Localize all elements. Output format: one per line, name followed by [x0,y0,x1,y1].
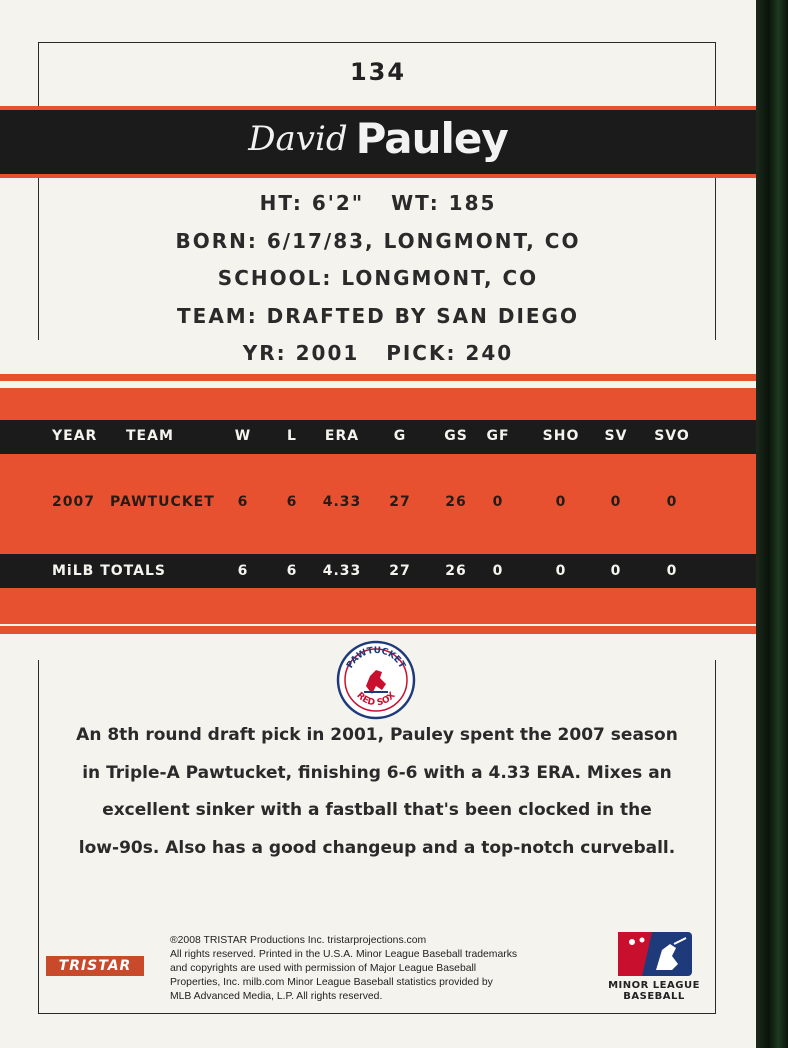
logo-bottom-text: RED SOX [354,690,398,709]
stripe-bottom [0,626,756,634]
blurb-line: in Triple-A Pawtucket, finishing 6-6 with a 4.33 ERA. Mixes an [82,762,672,783]
table-cell: 2007 [52,494,95,510]
table-cell: 4.33 [322,494,362,510]
col-sho: SHO [542,428,580,444]
table-cell: 0 [666,494,678,510]
scan-edge [756,0,788,1048]
last-name: Pauley [355,114,508,163]
col-team: TEAM [126,428,174,444]
table-cell: 6 [286,494,298,510]
bio-height-weight: HT: 6'2" WT: 185 [259,191,497,215]
col-gs: GS [444,428,468,444]
col-era: ERA [324,428,360,444]
table-cell: 0 [610,494,622,510]
col-g: G [393,428,407,444]
table-cell: 6 [237,494,249,510]
milb-line: BASEBALL [623,991,685,1002]
totals-cell: 4.33 [322,563,362,579]
totals-cell: 0 [492,563,504,579]
col-gf: GF [486,428,510,444]
stats-header-bar [0,420,756,454]
blurb-line: An 8th round draft pick in 2001, Pauley spent the 2007 season [76,725,678,745]
tristar-logo: TRISTAR [46,956,144,976]
blurb-line: low-90s. Also has a good changeup and a top-notch curveball. [78,837,676,858]
bio-block [0,188,756,376]
col-w: W [234,428,252,444]
col-year: YEAR [52,428,98,444]
totals-cell: 6 [237,563,249,579]
first-name: David [248,118,348,159]
col-l: L [287,428,297,444]
pawtucket-red-sox-logo-icon [336,640,416,720]
milb-line: MINOR LEAGUE [608,980,700,991]
legal-line: Properties, Inc. milb.com Minor League Baseball statistics provided by [170,977,493,988]
table-cell: 0 [492,494,504,510]
card-number: 134 [349,58,407,86]
legal-line: and copyrights are used with permission of Major League Baseball [170,963,477,974]
totals-cell: 26 [445,563,467,579]
totals-cell: 6 [286,563,298,579]
player-name [0,114,756,163]
bio-born: BORN: 6/17/83, LONGMONT, CO [175,228,581,253]
legal-line: All rights reserved. Printed in the U.S.A. Minor League Baseball trademarks [170,949,518,960]
player-blurb [40,718,714,868]
milb-wordmark [604,980,704,1002]
bio-team: TEAM: DRAFTED BY SAN DIEGO [177,303,579,328]
col-sv: SV [604,428,628,444]
logo-top-text: PAWTUCKET [345,645,407,671]
totals-cell: 0 [610,563,622,579]
bio-draft: YR: 2001 PICK: 240 [242,341,514,365]
legal-line: ®2008 TRISTAR Productions Inc. tristarprojections.com [170,935,427,946]
bio-school: SCHOOL: LONGMONT, CO [217,266,539,290]
totals-cell: 27 [389,563,411,579]
totals-cell: 0 [555,563,567,579]
blurb-line: excellent sinker with a fastball that's been clocked in the [102,800,652,820]
table-cell: PAWTUCKET [110,494,215,510]
legal-text [170,934,610,1004]
totals-cell: 0 [666,563,678,579]
table-cell: 0 [555,494,567,510]
table-cell: 26 [445,494,467,510]
table-cell: 27 [389,494,411,510]
col-svo: SVO [654,428,690,444]
stripe-top [0,374,756,381]
totals-label: MiLB TOTALS [52,563,166,579]
legal-line: MLB Advanced Media, L.P. All rights reserved. [170,991,383,1002]
